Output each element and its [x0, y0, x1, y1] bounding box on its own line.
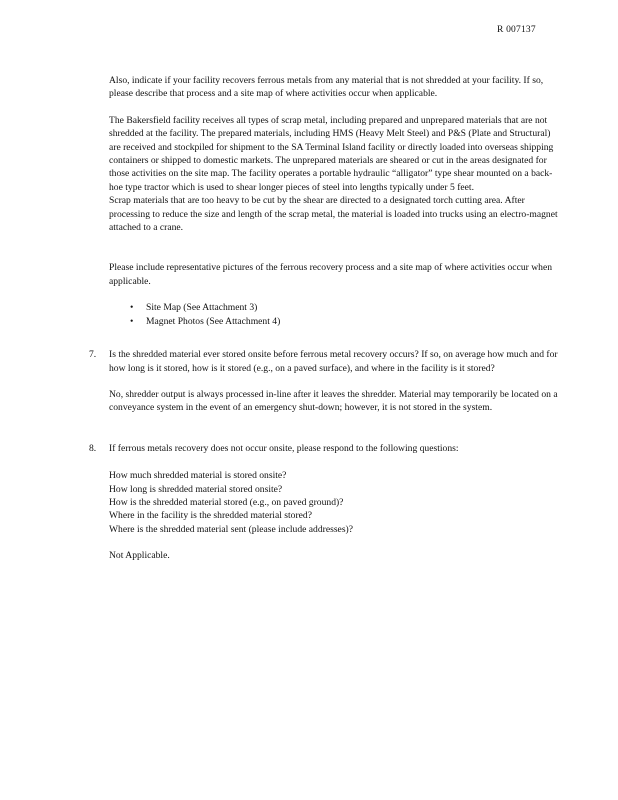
- question-8: [89, 442, 564, 455]
- attachment-site-map: Site Map (See Attachment 3): [146, 302, 258, 314]
- sub-question: Where in the facility is the shredded material stored?: [109, 510, 312, 522]
- sub-question: How much shredded material is stored onsite?: [109, 470, 287, 482]
- question-8-answer: Not Applicable.: [109, 550, 170, 562]
- question-7-text: Is the shredded material ever stored onsite before ferrous metal recovery occurs? If so, on average how much and for how long is it stored, how is it stored (e.g., on a paved surface), and where in the facility is it stored?: [109, 349, 558, 374]
- bullet-icon: •: [130, 315, 134, 327]
- document-body: [89, 74, 564, 563]
- question-7: [89, 348, 564, 375]
- answer-paragraph-2: Scrap materials that are too heavy to be cut by the shear are directed to a designated torch cutting area. After processing to reduce the size and length of the scrap metal, the material is loaded into trucks using an electro-magnet attached to a crane.: [109, 195, 558, 234]
- pictures-request: Please include representative pictures of the ferrous recovery process and a site map of where activities occur when applicable.: [109, 262, 552, 287]
- sub-question: How long is shredded material stored onsite?: [109, 483, 283, 495]
- list-item: [109, 301, 564, 314]
- page-id: R 007137: [497, 25, 536, 35]
- sub-question: How is the shredded material stored (e.g., on paved ground)?: [109, 496, 344, 508]
- sub-question: Where is the shredded material sent (please include addresses)?: [109, 523, 354, 535]
- question-7-number: 7.: [89, 349, 97, 361]
- attachment-list: [109, 301, 564, 328]
- question-7-answer: No, shredder output is always processed in-line after it leaves the shredder. Material may temporarily be located on a conveyance system in the event of an emergency shut-down; however, it is not stored in the system.: [109, 388, 558, 414]
- question-8-number: 8.: [89, 442, 97, 454]
- question-8-text: If ferrous metals recovery does not occur onsite, please respond to the following questions:: [109, 442, 459, 454]
- attachment-magnet-photos: Magnet Photos (See Attachment 4): [146, 315, 281, 327]
- intro-question: Also, indicate if your facility recovers ferrous metals from any material that is not shredded at your facility. If so, please describe that process and a site map of where activities occur when applicable.: [109, 75, 544, 100]
- answer-paragraph-1: The Bakersfield facility receives all types of scrap metal, including prepared and unprepared materials that are not shredded at the facility. The prepared materials, including HMS (Heavy Melt Steel) and P&S (Plate and Structural) are received and stockpiled for shipment to the SA Terminal Island facility or directly loaded into overseas shipping containers or shipped to domestic markets. The unprepared materials are sheared or cut in the areas designated for those activities on the site map. The facility operates a portable hydraulic “alligator” type shear mounted on a back-hoe type tractor which is used to shear longer pieces of steel into lengths typically under 5 feet.: [109, 114, 554, 193]
- list-item: [109, 315, 564, 328]
- bullet-icon: •: [130, 302, 134, 314]
